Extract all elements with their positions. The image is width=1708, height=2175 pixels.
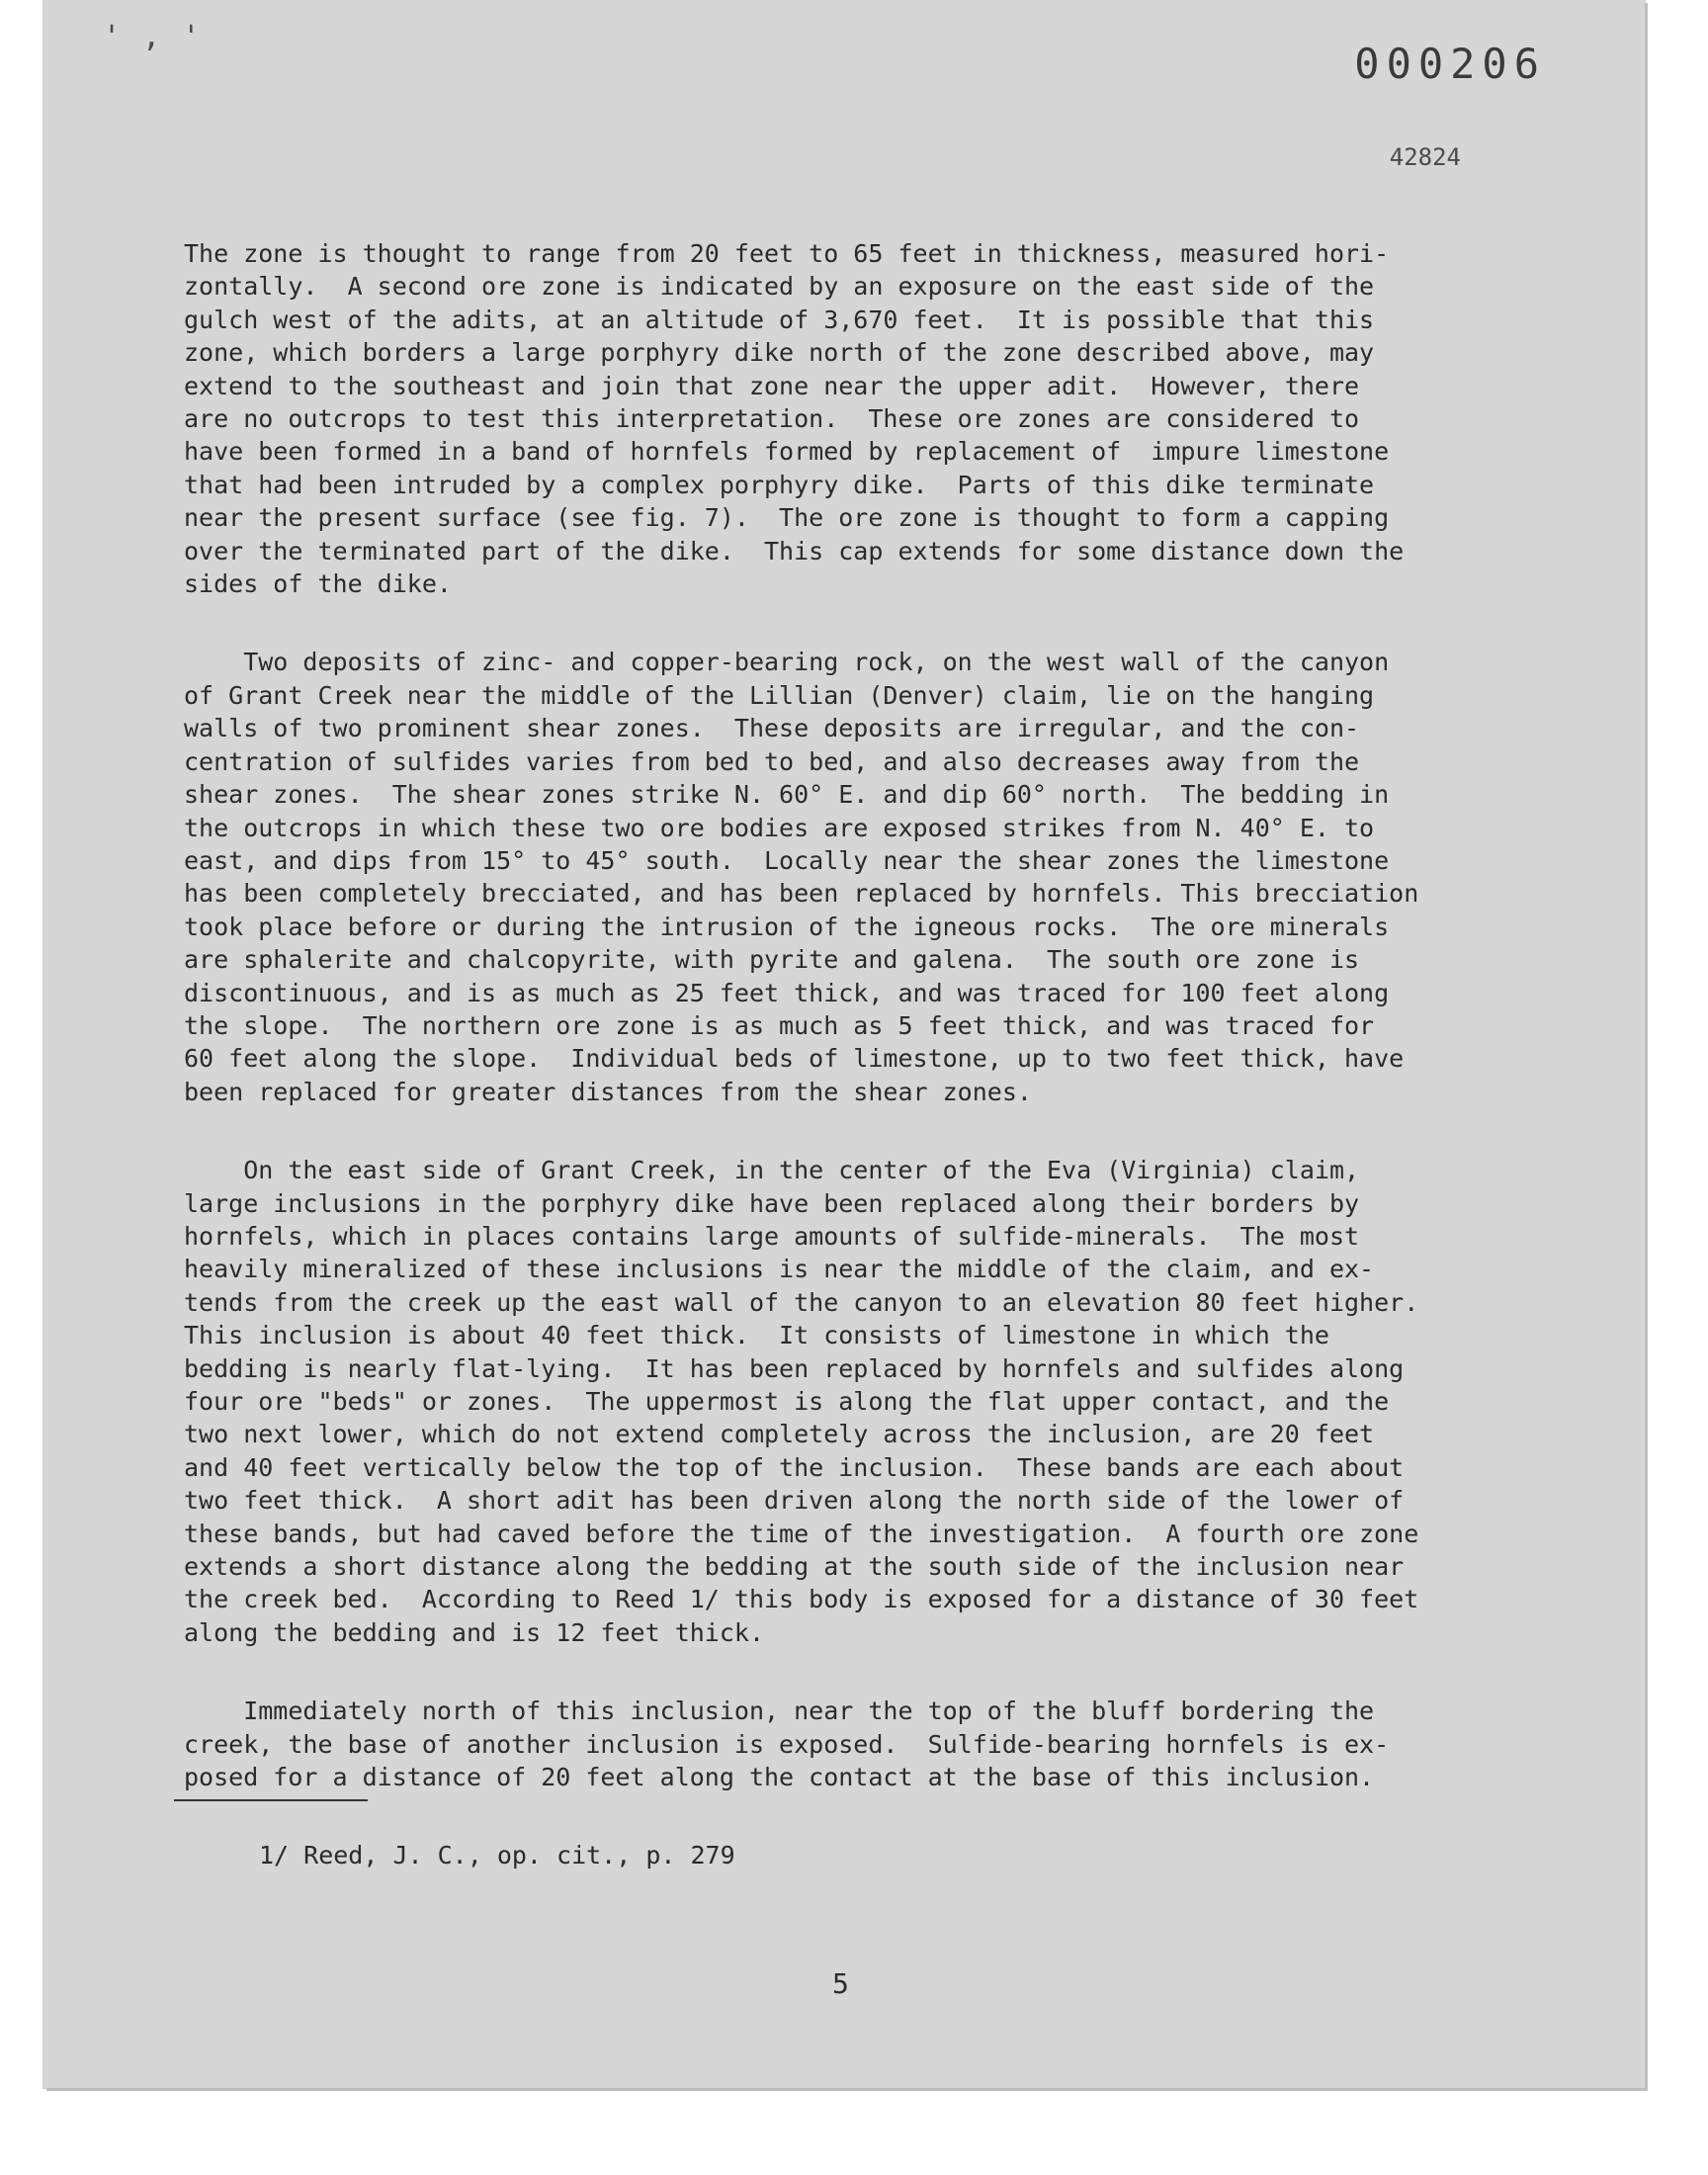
- text-line: two feet thick. A short adit has been driven along the north side of the lower of: [184, 1486, 1405, 1516]
- text-line: these bands, but had caved before the time of the investigation. A fourth ore zone: [184, 1519, 1419, 1548]
- text-line: creek, the base of another inclusion is exposed. Sulfide-bearing hornfels is ex-: [184, 1729, 1390, 1759]
- paragraph-2: [184, 646, 1558, 1108]
- text-line: of Grant Creek near the middle of the Lillian (Denver) claim, lie on the hanging: [184, 680, 1375, 710]
- text-line: zontally. A second ore zone is indicated by an exposure on the east side of the: [184, 272, 1375, 302]
- text-line: the slope. The northern ore zone is as much as 5 feet thick, and was traced for: [184, 1010, 1375, 1040]
- text-line: zone, which borders a large porphyry dike north of the zone described above, may: [184, 338, 1375, 368]
- text-line: over the terminated part of the dike. This cap extends for some distance down the: [184, 536, 1405, 566]
- text-line: walls of two prominent shear zones. These deposits are irregular, and the con-: [184, 714, 1360, 743]
- text-line: Two deposits of zinc- and copper-bearing rock, on the west wall of the canyon: [184, 648, 1390, 677]
- text-line: large inclusions in the porphyry dike have been replaced along their borders by: [184, 1188, 1360, 1218]
- text-line: centration of sulfides varies from bed to bed, and also decreases away from the: [184, 746, 1360, 776]
- text-line: sides of the dike.: [184, 569, 452, 599]
- footnote-rule: [174, 1799, 368, 1801]
- document-number: 42824: [1389, 143, 1461, 171]
- text-line: Immediately north of this inclusion, near the top of the bluff bordering the: [184, 1696, 1375, 1726]
- text-line: gulch west of the adits, at an altitude of 3,670 feet. It is possible that this: [184, 304, 1375, 334]
- corner-mark: ' , ': [103, 20, 203, 54]
- text-line: extend to the southeast and join that zone near the upper adit. However, there: [184, 371, 1360, 400]
- text-line: two next lower, which do not extend completely across the inclusion, are 20 feet: [184, 1420, 1375, 1449]
- text-line: been replaced for greater distances from the shear zones.: [184, 1077, 1032, 1106]
- text-line: tends from the creek up the east wall of the canyon to an elevation 80 feet higher.: [184, 1287, 1419, 1317]
- text-line: heavily mineralized of these inclusions is near the middle of the claim, and ex-: [184, 1255, 1375, 1284]
- text-line: posed for a distance of 20 feet along the contact at the base of this inclusion.: [184, 1763, 1375, 1792]
- paragraph-3: [184, 1154, 1558, 1649]
- text-line: hornfels, which in places contains large amounts of sulfide-minerals. The most: [184, 1221, 1360, 1251]
- text-line: has been completely brecciated, and has been replaced by hornfels. This brecciation: [184, 879, 1419, 909]
- text-line: shear zones. The shear zones strike N. 60° E. and dip 60° north. The bedding in: [184, 780, 1390, 810]
- text-line: near the present surface (see fig. 7). The ore zone is thought to form a capping: [184, 503, 1390, 533]
- page-number: 5: [832, 1967, 849, 2000]
- text-line: and 40 feet vertically below the top of the inclusion. These bands are each about: [184, 1452, 1405, 1482]
- text-line: are no outcrops to test this interpretation. These ore zones are considered to: [184, 404, 1360, 434]
- paragraph-4: [184, 1695, 1558, 1793]
- text-line: bedding is nearly flat-lying. It has been replaced by hornfels and sulfides along: [184, 1353, 1405, 1383]
- footnote: 1/ Reed, J. C., op. cit., p. 279: [259, 1841, 735, 1870]
- text-line: discontinuous, and is as much as 25 feet thick, and was traced for 100 feet along: [184, 978, 1390, 1007]
- text-line: are sphalerite and chalcopyrite, with pyrite and galena. The south ore zone is: [184, 945, 1360, 975]
- body-text: [184, 237, 1558, 1839]
- text-line: east, and dips from 15° to 45° south. Locally near the shear zones the limestone: [184, 845, 1390, 875]
- text-line: along the bedding and is 12 feet thick.: [184, 1617, 764, 1647]
- text-line: the outcrops in which these two ore bodies are exposed strikes from N. 40° E. to: [184, 813, 1375, 842]
- text-line: extends a short distance along the bedding at the south side of the inclusion near: [184, 1552, 1405, 1582]
- text-line: four ore "beds" or zones. The uppermost is along the flat upper contact, and the: [184, 1387, 1390, 1416]
- text-line: have been formed in a band of hornfels formed by replacement of impure limestone: [184, 437, 1390, 467]
- paragraph-1: [184, 237, 1558, 600]
- text-line: that had been intruded by a complex porphyry dike. Parts of this dike terminate: [184, 470, 1375, 499]
- text-line: This inclusion is about 40 feet thick. It consists of limestone in which the: [184, 1321, 1329, 1350]
- text-line: 60 feet along the slope. Individual beds of limestone, up to two feet thick, have: [184, 1044, 1405, 1074]
- page-stamp: 000206: [1354, 40, 1546, 88]
- text-line: the creek bed. According to Reed 1/ this body is exposed for a distance of 30 feet: [184, 1585, 1419, 1614]
- text-line: took place before or during the intrusion of the igneous rocks. The ore minerals: [184, 912, 1390, 941]
- text-line: On the east side of Grant Creek, in the center of the Eva (Virginia) claim,: [184, 1156, 1360, 1185]
- text-line: The zone is thought to range from 20 feet to 65 feet in thickness, measured hori-: [184, 239, 1390, 268]
